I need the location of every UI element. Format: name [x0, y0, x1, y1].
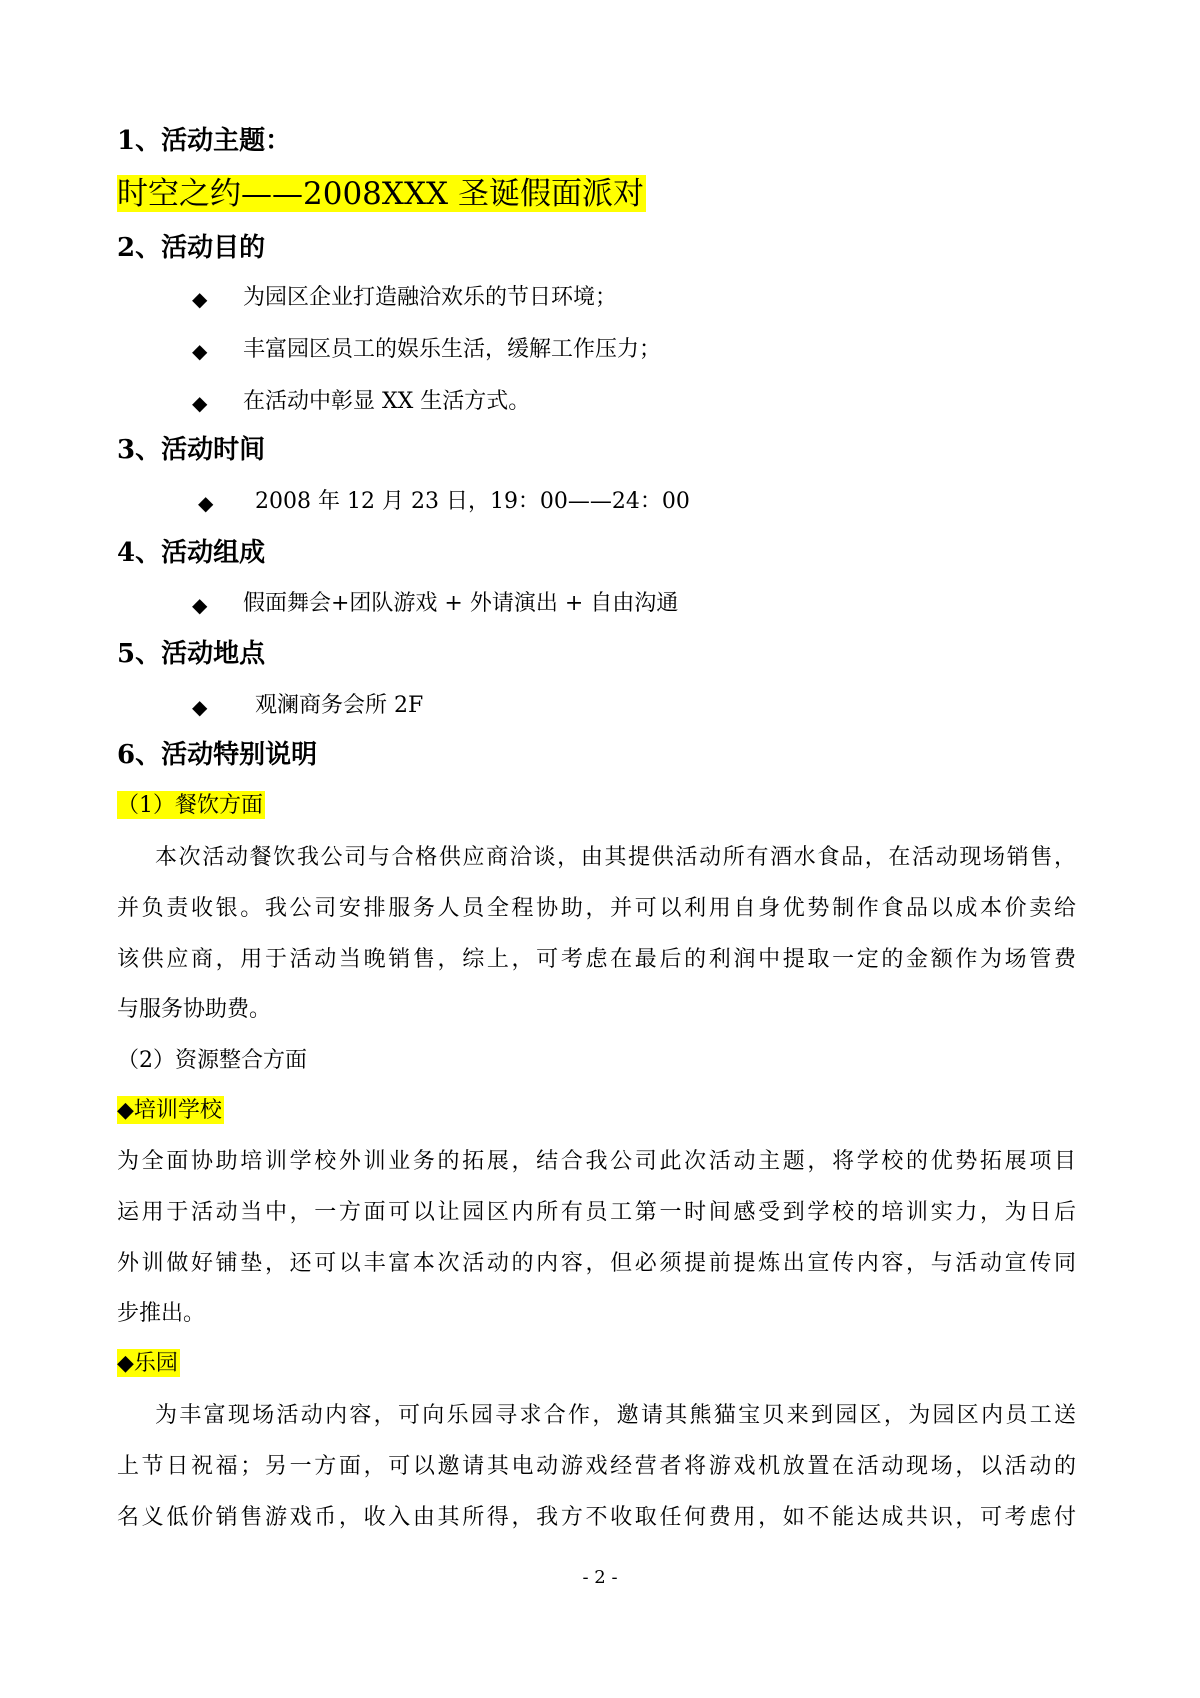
section-catering: [117, 791, 265, 819]
catering-paragraph-line: 该供应商，用于活动当晚销售，综上，可考虑在最后的利润中提取一定的金额作为场管费: [117, 947, 1076, 972]
theme-highlight: 时空之约——2008XXX 圣诞假面派对: [117, 176, 644, 212]
theme-title: [117, 175, 646, 212]
school-paragraph-line: 为全面协助培训学校外训业务的拓展，结合我公司此次活动主题，将学校的优势拓展项目: [117, 1149, 1076, 1174]
bullet-icon: ◆: [192, 695, 208, 719]
park-paragraph-line: 为丰富现场活动内容，可向乐园寻求合作，邀请其熊猫宝贝来到园区，为园区内员工送: [155, 1403, 1076, 1428]
location-item: 观澜商务会所 2F: [255, 693, 424, 718]
heading-time: 3、活动时间: [117, 435, 266, 465]
bullet-icon: ◆: [192, 287, 208, 311]
goal-item: 在活动中彰显 XX 生活方式。: [243, 389, 531, 414]
bullet-icon: ◆: [192, 391, 208, 415]
park-highlight: ◆乐园: [117, 1351, 178, 1376]
heading-notes: 6、活动特别说明: [117, 740, 318, 770]
heading-composition: 4、活动组成: [117, 538, 266, 568]
catering-paragraph-line: 与服务协助费。: [117, 997, 272, 1022]
school-paragraph-line: 运用于活动当中，一方面可以让园区内所有员工第一时间感受到学校的培训实力，为日后: [117, 1200, 1076, 1225]
section-resources: （2）资源整合方面: [117, 1048, 307, 1073]
bullet-icon: ◆: [192, 339, 208, 363]
school-paragraph-line: 外训做好铺垫，还可以丰富本次活动的内容，但必须提前提炼出宣传内容，与活动宣传同: [117, 1251, 1076, 1276]
school-paragraph-line: 步推出。: [117, 1301, 206, 1326]
park-paragraph-line: 名义低价销售游戏币，收入由其所得，我方不收取任何费用，如不能达成共识，可考虑付: [117, 1505, 1076, 1530]
catering-paragraph-line: 本次活动餐饮我公司与合格供应商洽谈，由其提供活动所有酒水食品，在活动现场销售，: [155, 845, 1076, 870]
subsection-park: [117, 1349, 180, 1377]
catering-paragraph-line: 并负责收银。我公司安排服务人员全程协助，并可以利用自身优势制作食品以成本价卖给: [117, 896, 1076, 921]
heading-location: 5、活动地点: [117, 639, 266, 669]
bullet-icon: ◆: [198, 491, 214, 515]
heading-purpose: 2、活动目的: [117, 233, 266, 263]
catering-highlight: （1）餐饮方面: [117, 793, 263, 818]
school-highlight: ◆培训学校: [117, 1098, 222, 1123]
composition-item: 假面舞会+团队游戏 + 外请演出 + 自由沟通: [243, 591, 679, 616]
event-time: 2008 年 12 月 23 日，19：00——24：00: [255, 489, 690, 514]
subsection-school: [117, 1096, 224, 1124]
bullet-icon: ◆: [192, 593, 208, 617]
page-number: - 2 -: [582, 1567, 618, 1588]
heading-theme: 1、活动主题：: [117, 126, 292, 156]
goal-item: 为园区企业打造融洽欢乐的节日环境；: [243, 285, 618, 310]
goal-item: 丰富园区员工的娱乐生活，缓解工作压力；: [243, 337, 662, 362]
park-paragraph-line: 上节日祝福；另一方面，可以邀请其电动游戏经营者将游戏机放置在活动现场，以活动的: [117, 1454, 1076, 1479]
